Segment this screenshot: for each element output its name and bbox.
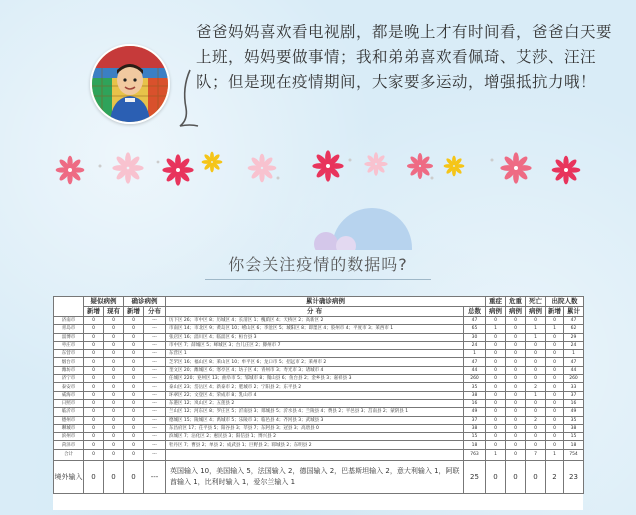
suspected-new-cell: 0: [84, 391, 104, 399]
city-cell: 东营市: [54, 350, 84, 358]
section-heading: 你会关注疫情的数据吗?: [228, 255, 408, 274]
death-cell: 2: [526, 416, 546, 424]
suspected-new-cell: 0: [84, 433, 104, 441]
confirmed-new-cell: 0: [124, 391, 144, 399]
total-cell: 44: [464, 366, 486, 374]
sub-header: 分布: [144, 307, 166, 317]
child-avatar-photo: [90, 44, 170, 124]
flower-decoration-row: [40, 148, 600, 192]
sub-header: 病例: [526, 307, 546, 317]
distribution-cell: 滨城区 7；沾化区 2；惠民县 3；阳信县 1；博兴县 2: [166, 433, 464, 441]
discharged-new-cell: 0: [546, 441, 564, 449]
sub-header: 现有: [104, 307, 124, 317]
severe-cell: 0: [486, 408, 506, 416]
suspected-new-cell: 0: [84, 408, 104, 416]
confirmed-new-cell: 0: [124, 441, 144, 449]
confirmed-dist-cell: ---: [144, 449, 166, 460]
confirmed-new-cell: 0: [124, 408, 144, 416]
total-cell: 25: [464, 460, 486, 493]
discharged-new-cell: 0: [546, 350, 564, 358]
discharged-new-cell: 0: [546, 375, 564, 383]
suspected-current-cell: 0: [104, 375, 124, 383]
critical-cell: 0: [506, 366, 526, 374]
critical-cell: 0: [506, 449, 526, 460]
suspected-current-cell: 0: [104, 408, 124, 416]
table-row: [54, 350, 584, 358]
suspected-current-cell: 0: [104, 317, 124, 325]
death-cell: 1: [526, 325, 546, 333]
discharged-new-cell: 0: [546, 433, 564, 441]
suspected-new-cell: 0: [84, 383, 104, 391]
sub-header: 病例: [506, 307, 526, 317]
suspected-current-cell: 0: [104, 366, 124, 374]
confirmed-new-cell: 0: [124, 424, 144, 432]
distribution-cell: 张店区 16；淄川区 4；临淄区 6；桓台县 3: [166, 333, 464, 341]
total-cell: 65: [464, 325, 486, 333]
death-cell: 1: [526, 391, 546, 399]
suspected-new-cell: 0: [84, 441, 104, 449]
city-cell: 德州市: [54, 416, 84, 424]
discharged-cum-cell: 49: [564, 408, 584, 416]
discharged-cum-cell: 47: [564, 317, 584, 325]
severe-header: 重症: [486, 297, 506, 307]
table-row: [54, 408, 584, 416]
critical-cell: 0: [506, 341, 526, 349]
confirmed-dist-cell: ---: [144, 366, 166, 374]
sub-header: 累计: [564, 307, 584, 317]
discharged-cum-cell: 260: [564, 375, 584, 383]
suspected-current-cell: 0: [104, 441, 124, 449]
city-cell: 泰安市: [54, 383, 84, 391]
suspected-current-cell: 0: [104, 449, 124, 460]
discharged-cum-cell: 24: [564, 341, 584, 349]
table-row: [54, 449, 584, 460]
suspected-new-cell: 0: [84, 416, 104, 424]
heading-underline: [205, 279, 431, 280]
critical-cell: 0: [506, 460, 526, 493]
distribution-cell: 东营区 1: [166, 350, 464, 358]
discharged-cum-cell: 44: [564, 366, 584, 374]
distribution-cell: 东昌府区 17；茌平县 5；阳谷县 3；莘县 7；东阿县 3；冠县 3；高唐县 0: [166, 424, 464, 432]
confirmed-dist-cell: ---: [144, 424, 166, 432]
table-row: [54, 375, 584, 383]
suspected-current-cell: 0: [104, 391, 124, 399]
discharged-cum-cell: 15: [564, 433, 584, 441]
discharged-new-cell: 0: [546, 366, 564, 374]
critical-cell: 0: [506, 424, 526, 432]
total-cell: 1: [464, 350, 486, 358]
table-row: [54, 391, 584, 399]
suspected-current-cell: 0: [104, 358, 124, 366]
table-row: [54, 317, 584, 325]
severe-cell: 0: [486, 366, 506, 374]
death-cell: 0: [526, 433, 546, 441]
city-header: [54, 297, 84, 317]
severe-cell: 0: [486, 317, 506, 325]
critical-cell: 0: [506, 441, 526, 449]
total-cell: 30: [464, 333, 486, 341]
table-row: [54, 333, 584, 341]
critical-cell: 0: [506, 333, 526, 341]
confirmed-dist-cell: ---: [144, 350, 166, 358]
confirmed-new-cell: 0: [124, 460, 144, 493]
epidemic-data-table: [53, 296, 583, 510]
sub-header: 分 布: [166, 307, 464, 317]
distribution-cell: 市南区 14；市北区 9；黄岛区 10；崂山区 6；李沧区 5；城阳区 8；即墨区 4；胶州市 4；平度市 3；莱西市 1: [166, 325, 464, 333]
death-cell: 0: [526, 341, 546, 349]
discharged-new-cell: 0: [546, 391, 564, 399]
distribution-cell: 芝罘区 16；福山区 8；莱山区 10；牟平区 6；龙口市 5；招远市 2；莱州市 2: [166, 358, 464, 366]
severe-cell: 0: [486, 460, 506, 493]
death-cell: 0: [526, 424, 546, 432]
confirmed-new-cell: 0: [124, 449, 144, 460]
sub-header: 新增: [124, 307, 144, 317]
suspected-current-cell: 0: [104, 350, 124, 358]
distribution-cell: 牡丹区 7；曹县 2；单县 2；成武县 1；巨野县 2；郓城县 2；东明县 2: [166, 441, 464, 449]
death-cell: 0: [526, 350, 546, 358]
severe-cell: 1: [486, 449, 506, 460]
confirmed-new-cell: 0: [124, 317, 144, 325]
suspected-current-cell: 0: [104, 399, 124, 407]
suspected-current-cell: 0: [104, 333, 124, 341]
suspected-current-cell: 0: [104, 416, 124, 424]
suspected-new-cell: 0: [84, 333, 104, 341]
total-cell: 47: [464, 358, 486, 366]
discharged-cum-cell: 16: [564, 399, 584, 407]
confirmed-new-cell: 0: [124, 358, 144, 366]
suspected-current-cell: 0: [104, 460, 124, 493]
city-cell: 济宁市: [54, 375, 84, 383]
critical-cell: 0: [506, 325, 526, 333]
discharged-cum-cell: 47: [564, 358, 584, 366]
suspected-new-cell: 0: [84, 325, 104, 333]
critical-cell: 0: [506, 358, 526, 366]
city-cell: 聊城市: [54, 424, 84, 432]
intro-paragraph: 爸爸妈妈喜欢看电视剧，都是晚上才有时间看，爸爸白天要上班，妈妈要做事情；我和弟弟喜欢看佩琦、艾莎、汪汪队；但是现在疫情期间，大家要多运动，增强抵抗力哦！: [196, 23, 613, 91]
table-sub-header-row: [54, 307, 584, 317]
death-cell: 0: [526, 375, 546, 383]
city-cell: 滨州市: [54, 433, 84, 441]
discharged-cum-cell: 23: [564, 460, 584, 493]
severe-cell: 0: [486, 358, 506, 366]
table-group-header-row: [54, 297, 584, 307]
discharged-new-cell: 0: [546, 333, 564, 341]
city-cell: 潍坊市: [54, 366, 84, 374]
suspected-new-cell: 0: [84, 399, 104, 407]
sub-header: 总数: [464, 307, 486, 317]
table-row: [54, 325, 584, 333]
city-cell: 菏泽市: [54, 441, 84, 449]
suspected-current-cell: 0: [104, 341, 124, 349]
discharged-new-cell: 1: [546, 449, 564, 460]
distribution-cell: 任城区 220；兖州区 13；曲阜市 5；邹城市 8；微山县 6；鱼台县 2；金乡县 3；嘉祥县 3: [166, 375, 464, 383]
confirmed-new-cell: 0: [124, 399, 144, 407]
suspected-new-cell: 0: [84, 375, 104, 383]
severe-cell: 0: [486, 424, 506, 432]
suspected-current-cell: 0: [104, 383, 124, 391]
total-cell: 38: [464, 424, 486, 432]
death-cell: 2: [526, 383, 546, 391]
severe-cell: 0: [486, 391, 506, 399]
distribution-cell: 历下区 26；市中区 8；历城区 4；长清区 1；槐荫区 4；天桥区 2；高新区 2: [166, 317, 464, 325]
confirmed-new-cell: 0: [124, 383, 144, 391]
suspected-new-cell: 0: [84, 317, 104, 325]
confirmed-dist-cell: ---: [144, 358, 166, 366]
total-cell: 47: [464, 317, 486, 325]
city-cell: 合计: [54, 449, 84, 460]
confirmed-header: 确诊病例: [124, 297, 166, 307]
sub-header: 新增: [546, 307, 564, 317]
table-row: [54, 341, 584, 349]
city-cell: 日照市: [54, 399, 84, 407]
discharged-cum-cell: 1: [564, 350, 584, 358]
city-cell: 淄博市: [54, 333, 84, 341]
distribution-cell: 英国输入 10，美国输入 5，法国输入 2，德国输入 2，巴基斯坦输入 2，意大利输入 1，阿联酋输入 1，比利时输入 1，爱尔兰输入 1: [166, 460, 464, 493]
confirmed-dist-cell: ---: [144, 391, 166, 399]
discharged-new-cell: 0: [546, 424, 564, 432]
discharged-cum-cell: 35: [564, 416, 584, 424]
city-cell: 青岛市: [54, 325, 84, 333]
confirmed-new-cell: 0: [124, 333, 144, 341]
severe-cell: 0: [486, 433, 506, 441]
discharged-new-cell: 2: [546, 460, 564, 493]
death-cell: 0: [526, 408, 546, 416]
confirmed-dist-cell: ---: [144, 341, 166, 349]
cumulative-header: 累计确诊病例: [166, 297, 486, 307]
suspected-new-cell: 0: [84, 350, 104, 358]
discharged-cum-cell: 37: [564, 391, 584, 399]
distribution-cell: 环翠区 22；文登区 4；荣成市 8；乳山市 4: [166, 391, 464, 399]
suspected-new-cell: 0: [84, 424, 104, 432]
suspected-new-cell: 0: [84, 358, 104, 366]
confirmed-dist-cell: ---: [144, 375, 166, 383]
city-cell: 境外输入: [54, 460, 84, 493]
total-cell: 16: [464, 399, 486, 407]
total-cell: 15: [464, 433, 486, 441]
distribution-cell: 东港区 12；岚山区 2；五莲县 2: [166, 399, 464, 407]
suspected-new-cell: 0: [84, 460, 104, 493]
confirmed-new-cell: 0: [124, 433, 144, 441]
table-row: [54, 399, 584, 407]
critical-cell: 0: [506, 375, 526, 383]
confirmed-new-cell: 0: [124, 341, 144, 349]
confirmed-dist-cell: ---: [144, 408, 166, 416]
suspected-header: 疑似病例: [84, 297, 124, 307]
table-row: [54, 366, 584, 374]
distribution-cell: [166, 449, 464, 460]
death-header: 死亡: [526, 297, 546, 307]
distribution-cell: 市中区 7；薛城区 5；峄城区 3；台儿庄区 2；滕州市 7: [166, 341, 464, 349]
death-cell: 0: [526, 358, 546, 366]
confirmed-new-cell: 0: [124, 325, 144, 333]
city-cell: 枣庄市: [54, 341, 84, 349]
confirmed-dist-cell: ---: [144, 333, 166, 341]
sub-header: 病例: [486, 307, 506, 317]
city-cell: 烟台市: [54, 358, 84, 366]
suspected-new-cell: 0: [84, 449, 104, 460]
city-cell: 威海市: [54, 391, 84, 399]
discharged-cum-cell: 18: [564, 441, 584, 449]
severe-cell: 0: [486, 341, 506, 349]
table-row: [54, 383, 584, 391]
severe-cell: 0: [486, 375, 506, 383]
discharged-new-cell: 0: [546, 383, 564, 391]
discharged-new-cell: 0: [546, 317, 564, 325]
table-row: [54, 416, 584, 424]
discharged-cum-cell: 754: [564, 449, 584, 460]
critical-cell: 0: [506, 350, 526, 358]
confirmed-dist-cell: ---: [144, 317, 166, 325]
severe-cell: 0: [486, 350, 506, 358]
table-row: [54, 433, 584, 441]
severe-cell: 0: [486, 399, 506, 407]
confirmed-new-cell: 0: [124, 375, 144, 383]
critical-cell: 0: [506, 317, 526, 325]
abroad-row: [54, 460, 584, 493]
discharged-new-cell: 1: [546, 325, 564, 333]
critical-cell: 0: [506, 433, 526, 441]
confirmed-dist-cell: ---: [144, 399, 166, 407]
critical-cell: 0: [506, 391, 526, 399]
critical-cell: 0: [506, 416, 526, 424]
table-row: [54, 358, 584, 366]
suspected-new-cell: 0: [84, 366, 104, 374]
discharged-new-cell: 0: [546, 341, 564, 349]
discharged-new-cell: 0: [546, 408, 564, 416]
discharged-header: 出院人数: [546, 297, 584, 307]
total-cell: 18: [464, 441, 486, 449]
total-cell: 260: [464, 375, 486, 383]
death-cell: 1: [526, 333, 546, 341]
table-row: [54, 441, 584, 449]
distribution-cell: 泰山区 23；岱岳区 4；新泰市 2；肥城市 2；宁阳县 2；东平县 2: [166, 383, 464, 391]
confirmed-dist-cell: ---: [144, 441, 166, 449]
total-cell: 24: [464, 341, 486, 349]
severe-cell: 0: [486, 416, 506, 424]
city-cell: 临沂市: [54, 408, 84, 416]
discharged-cum-cell: 29: [564, 333, 584, 341]
discharged-new-cell: 0: [546, 399, 564, 407]
city-cell: 济南市: [54, 317, 84, 325]
confirmed-dist-cell: ---: [144, 383, 166, 391]
discharged-cum-cell: 33: [564, 383, 584, 391]
confirmed-new-cell: 0: [124, 366, 144, 374]
confirmed-dist-cell: ---: [144, 325, 166, 333]
suspected-new-cell: 0: [84, 341, 104, 349]
confirmed-dist-cell: ---: [144, 460, 166, 493]
discharged-new-cell: 0: [546, 358, 564, 366]
total-cell: 35: [464, 383, 486, 391]
confirmed-dist-cell: ---: [144, 416, 166, 424]
death-cell: 7: [526, 449, 546, 460]
total-cell: 49: [464, 408, 486, 416]
death-cell: 0: [526, 317, 546, 325]
discharged-cum-cell: 62: [564, 325, 584, 333]
critical-header: 危重: [506, 297, 526, 307]
total-cell: 38: [464, 391, 486, 399]
death-cell: 0: [526, 460, 546, 493]
discharged-new-cell: 0: [546, 416, 564, 424]
distribution-cell: 德城区 15；陵城区 4；禹城市 5；乐陵市 3；临邑县 4；齐河县 3；武城县 3: [166, 416, 464, 424]
critical-cell: 0: [506, 399, 526, 407]
severe-cell: 0: [486, 441, 506, 449]
suspected-current-cell: 0: [104, 424, 124, 432]
severe-cell: 0: [486, 333, 506, 341]
death-cell: 0: [526, 441, 546, 449]
confirmed-dist-cell: ---: [144, 433, 166, 441]
critical-cell: 0: [506, 408, 526, 416]
sub-header: 新增: [84, 307, 104, 317]
confirmed-new-cell: 0: [124, 350, 144, 358]
discharged-cum-cell: 38: [564, 424, 584, 432]
distribution-cell: 奎文区 20；潍城区 6；寒亭区 4；坊子区 4；青州市 3；寿光市 3；诸城市 4: [166, 366, 464, 374]
suspected-current-cell: 0: [104, 433, 124, 441]
table-row: [54, 424, 584, 432]
bubble-decoration: [308, 206, 428, 250]
total-cell: 37: [464, 416, 486, 424]
death-cell: 0: [526, 399, 546, 407]
death-cell: 0: [526, 366, 546, 374]
severe-cell: 1: [486, 325, 506, 333]
severe-cell: 0: [486, 383, 506, 391]
critical-cell: 0: [506, 383, 526, 391]
confirmed-new-cell: 0: [124, 416, 144, 424]
suspected-current-cell: 0: [104, 325, 124, 333]
distribution-cell: 兰山区 12；河东区 8；罗庄区 5；沂南县 3；郯城县 5；沂水县 4；兰陵县 4；费县 2；平邑县 3；莒南县 2；蒙阴县 1: [166, 408, 464, 416]
total-cell: 763: [464, 449, 486, 460]
